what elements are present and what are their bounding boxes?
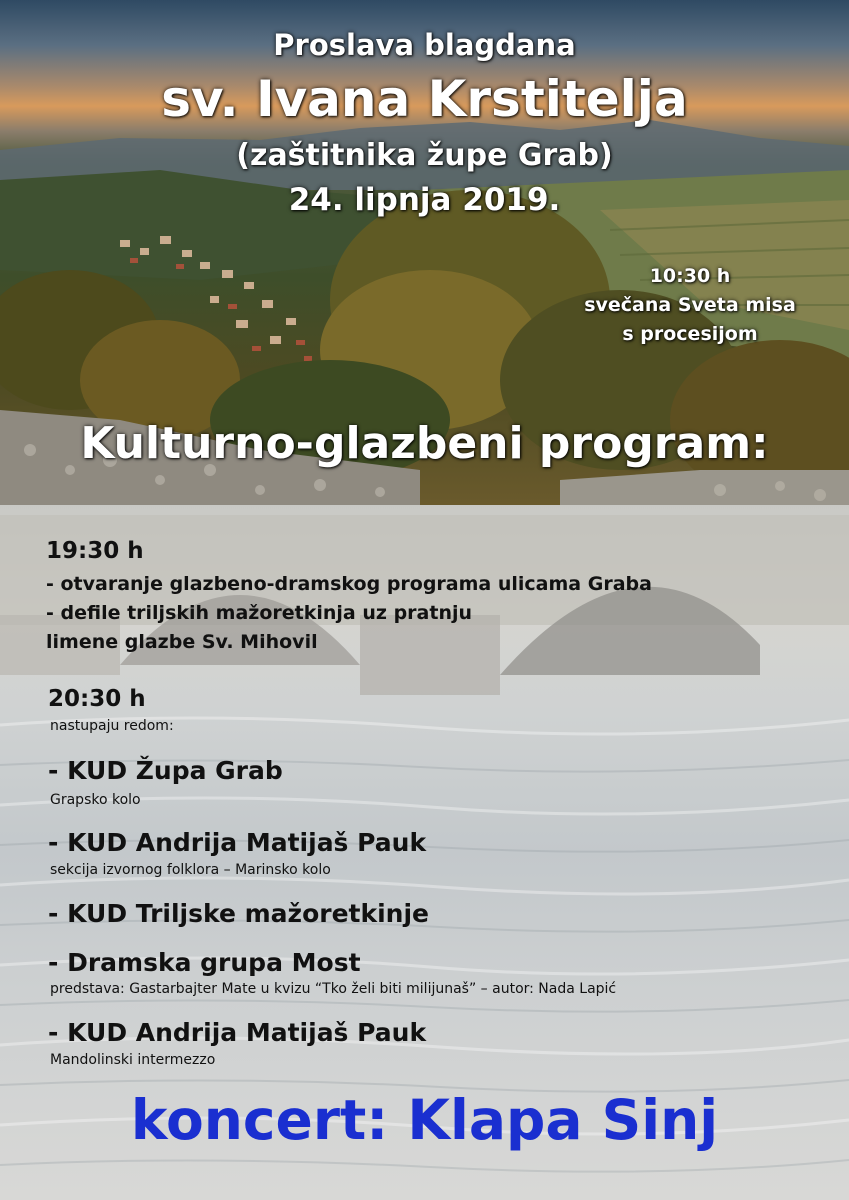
mass-time: 10:30 h	[649, 265, 731, 287]
performer-title: - KUD Andrija Matijaš Pauk	[48, 1018, 427, 1047]
block1-time: 19:30 h	[46, 538, 144, 564]
performer-subtitle: predstava: Gastarbajter Mate u kvizu “Tko želi biti milijunaš” – autor: Nada Lapić	[50, 981, 617, 997]
block1-line2: - defile triljskih mažoretkinja uz pratnju	[46, 602, 473, 624]
mass-line2: s procesijom	[622, 323, 758, 345]
performer-title: - KUD Župa Grab	[48, 756, 283, 785]
concert-headline: koncert: Klapa Sinj	[130, 1088, 719, 1152]
patron-note: (zaštitnika župe Grab)	[236, 138, 613, 173]
block2-time: 20:30 h	[48, 686, 146, 712]
performer-title: - KUD Triljske mažoretkinje	[48, 899, 430, 928]
performer-title: - Dramska grupa Most	[48, 948, 361, 977]
performer-subtitle: Grapsko kolo	[50, 792, 141, 808]
performer-subtitle: sekcija izvornog folklora – Marinsko kolo	[50, 862, 331, 878]
program-heading: Kulturno-glazbeni program:	[80, 418, 769, 469]
block2-intro: nastupaju redom:	[50, 718, 174, 734]
performer-subtitle: Mandolinski intermezzo	[50, 1052, 216, 1068]
mass-line1: svečana Sveta misa	[584, 294, 796, 316]
saint-title: sv. Ivana Krstitelja	[161, 70, 688, 128]
mass-info	[540, 262, 840, 349]
block1-line1: - otvaranje glazbeno-dramskog programa ulicama Graba	[46, 573, 652, 595]
performer-title: - KUD Andrija Matijaš Pauk	[48, 828, 427, 857]
event-date: 24. lipnja 2019.	[288, 182, 561, 218]
celebration-subtitle: Proslava blagdana	[273, 28, 576, 62]
block1-line3: limene glazbe Sv. Mihovil	[46, 631, 318, 653]
